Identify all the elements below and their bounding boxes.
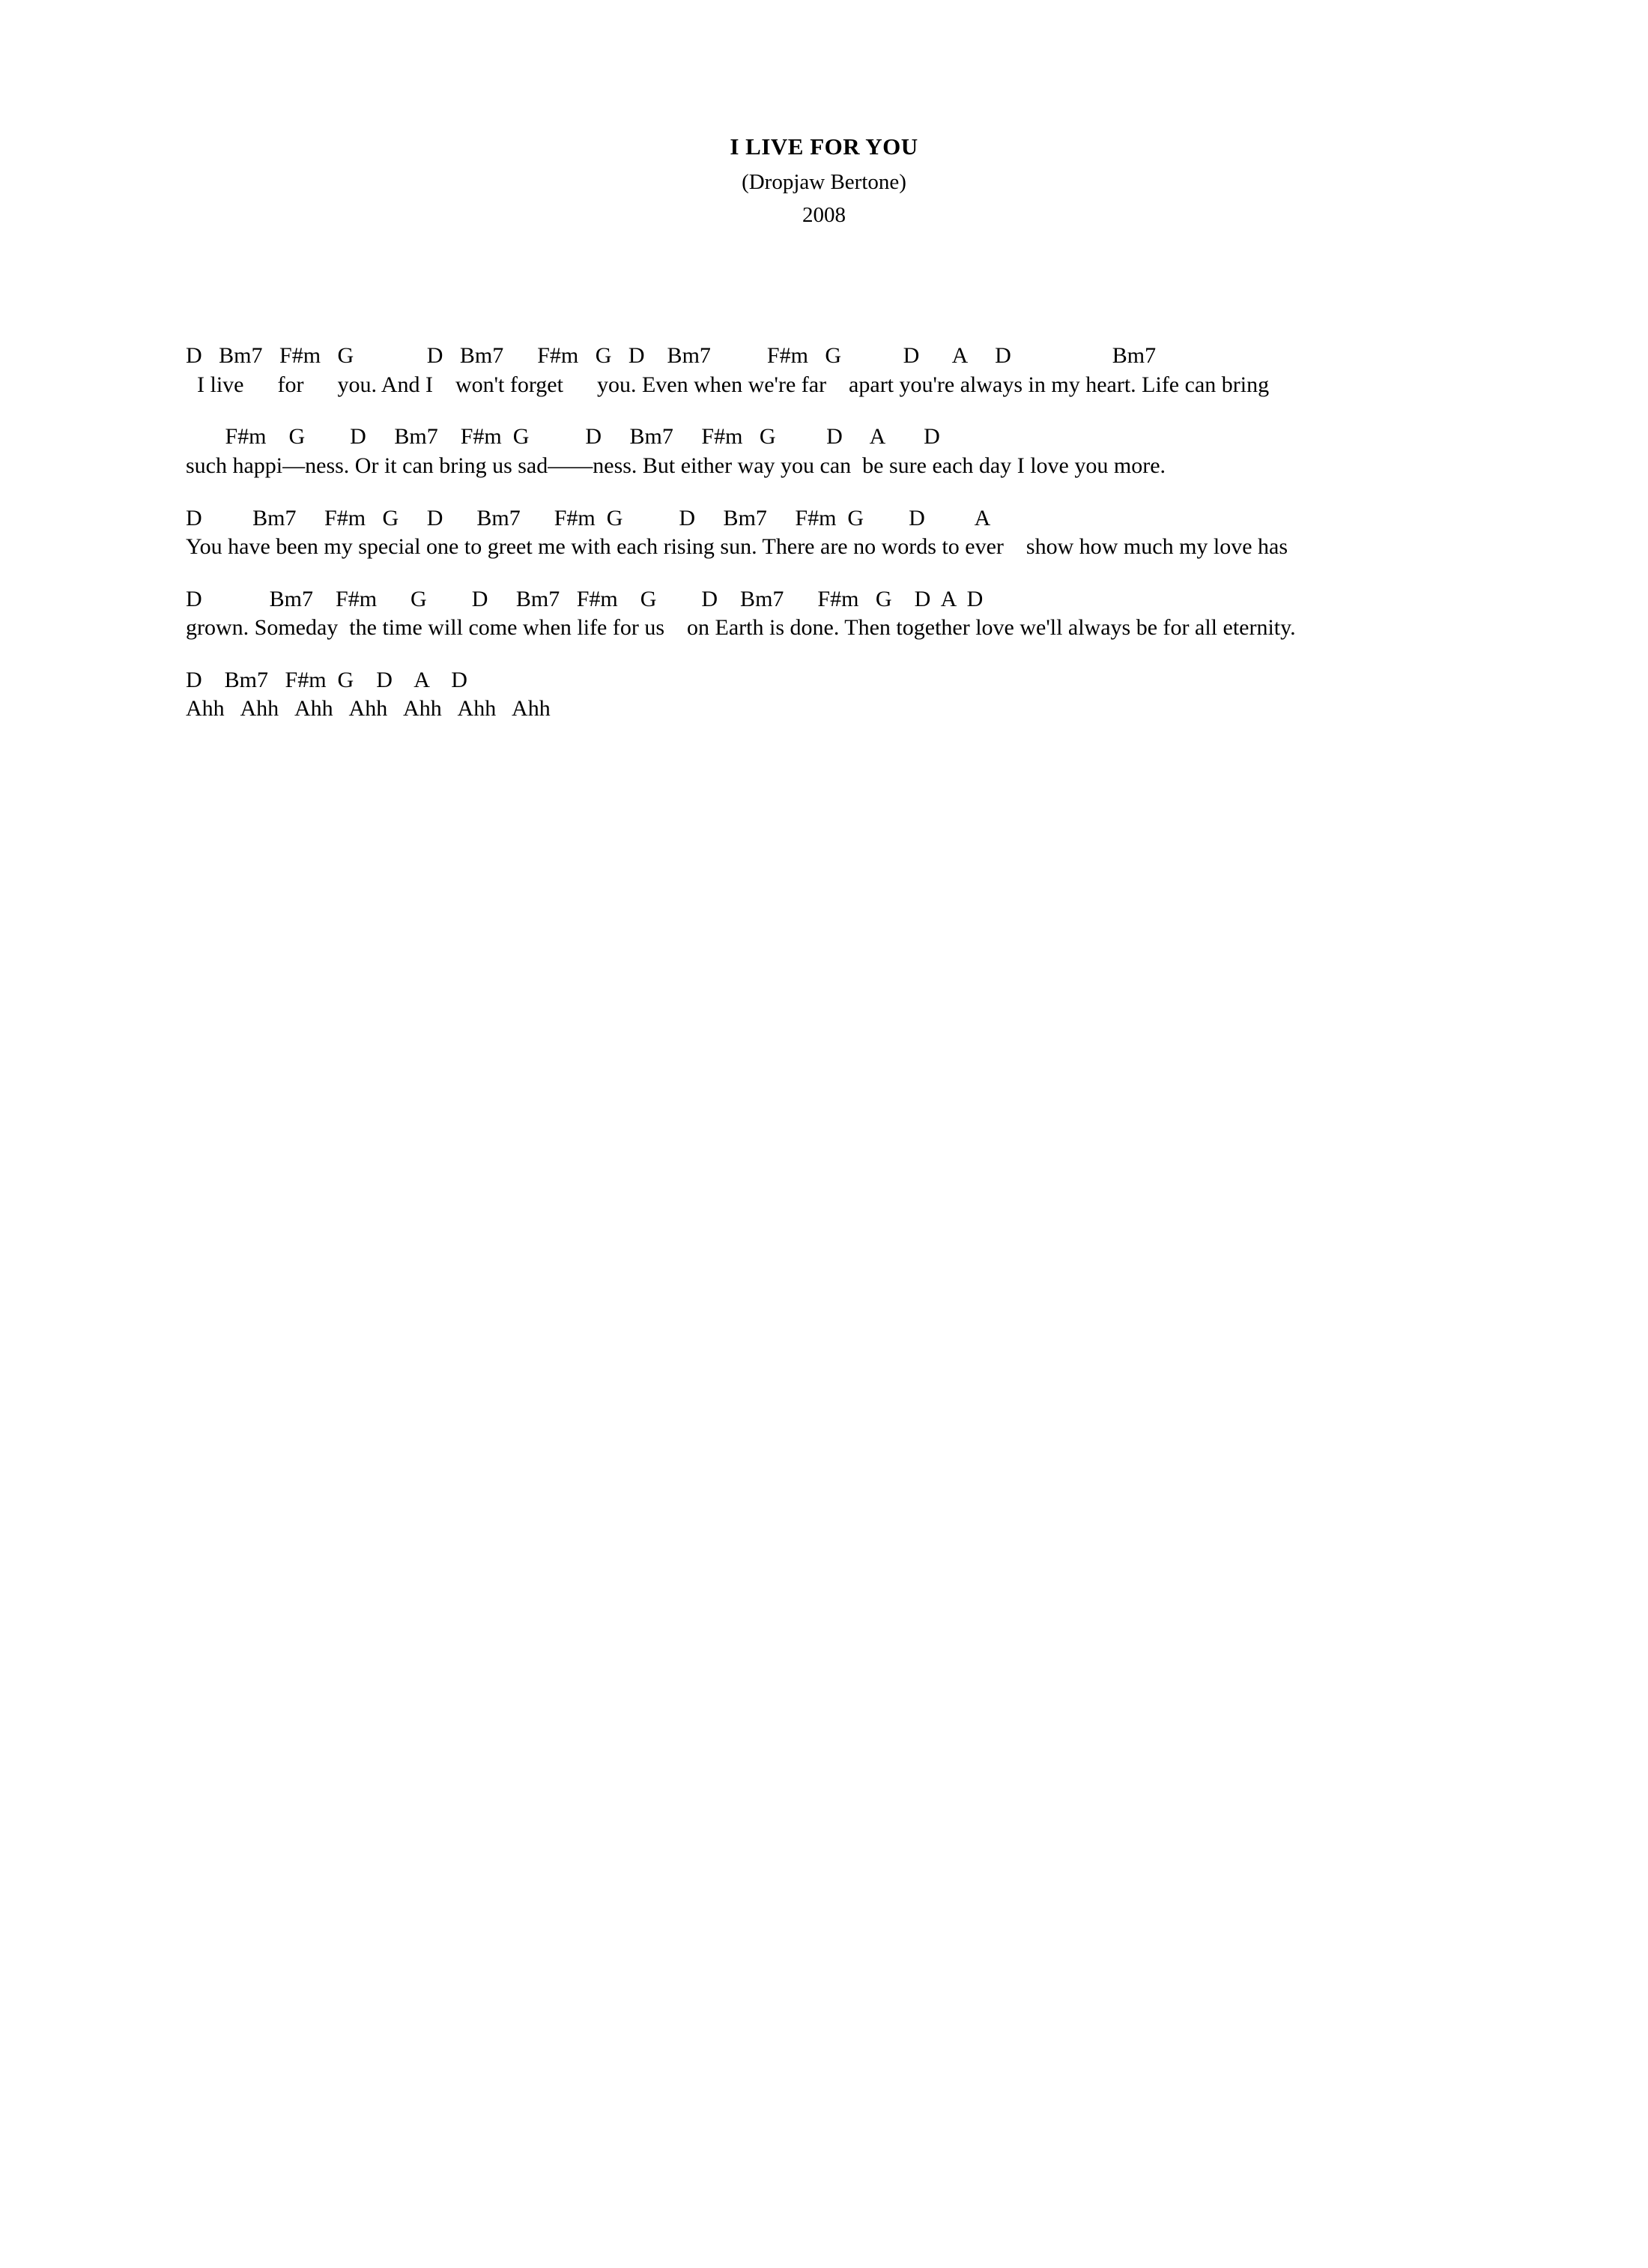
stanza: [186, 342, 1618, 399]
song-body: [0, 342, 1648, 723]
song-composer: (Dropjaw Bertone): [742, 169, 906, 194]
chord-line: D Bm7 F#m G D Bm7 F#m G D Bm7 F#m G D A D Bm7: [186, 343, 1157, 369]
lyric-line: I live for you. And I won't forget you. Even when we're far apart you're always in my heart. Life can bring: [186, 372, 1270, 397]
lyric-line: grown. Someday the time will come when life for us on Earth is done. Then together love we'll always be for all eternity.: [186, 615, 1296, 641]
stanza: [186, 586, 1618, 642]
stanza: [186, 667, 1618, 723]
chord-line: D Bm7 F#m G D A D: [186, 667, 467, 692]
lyric-line: such happi—ness. Or it can bring us sad——ness. But either way you can be sure each day I love you more.: [186, 453, 1166, 478]
song-year: 2008: [802, 202, 846, 227]
lyric-line: You have been my special one to greet me with each rising sun. There are no words to ever show how much my love has: [186, 534, 1288, 560]
lyric-line: Ahh Ahh Ahh Ahh Ahh Ahh Ahh: [186, 696, 551, 722]
stanza: [186, 423, 1618, 480]
document-page: [0, 131, 1648, 2268]
chord-line: F#m G D Bm7 F#m G D Bm7 F#m G D A D: [186, 424, 940, 450]
document-header: [0, 131, 1648, 230]
chord-line: D Bm7 F#m G D Bm7 F#m G D Bm7 F#m G D A D: [186, 586, 984, 611]
stanza: [186, 505, 1618, 561]
chord-line: D Bm7 F#m G D Bm7 F#m G D Bm7 F#m G D A: [186, 505, 991, 530]
song-title: I LIVE FOR YOU: [730, 133, 918, 160]
